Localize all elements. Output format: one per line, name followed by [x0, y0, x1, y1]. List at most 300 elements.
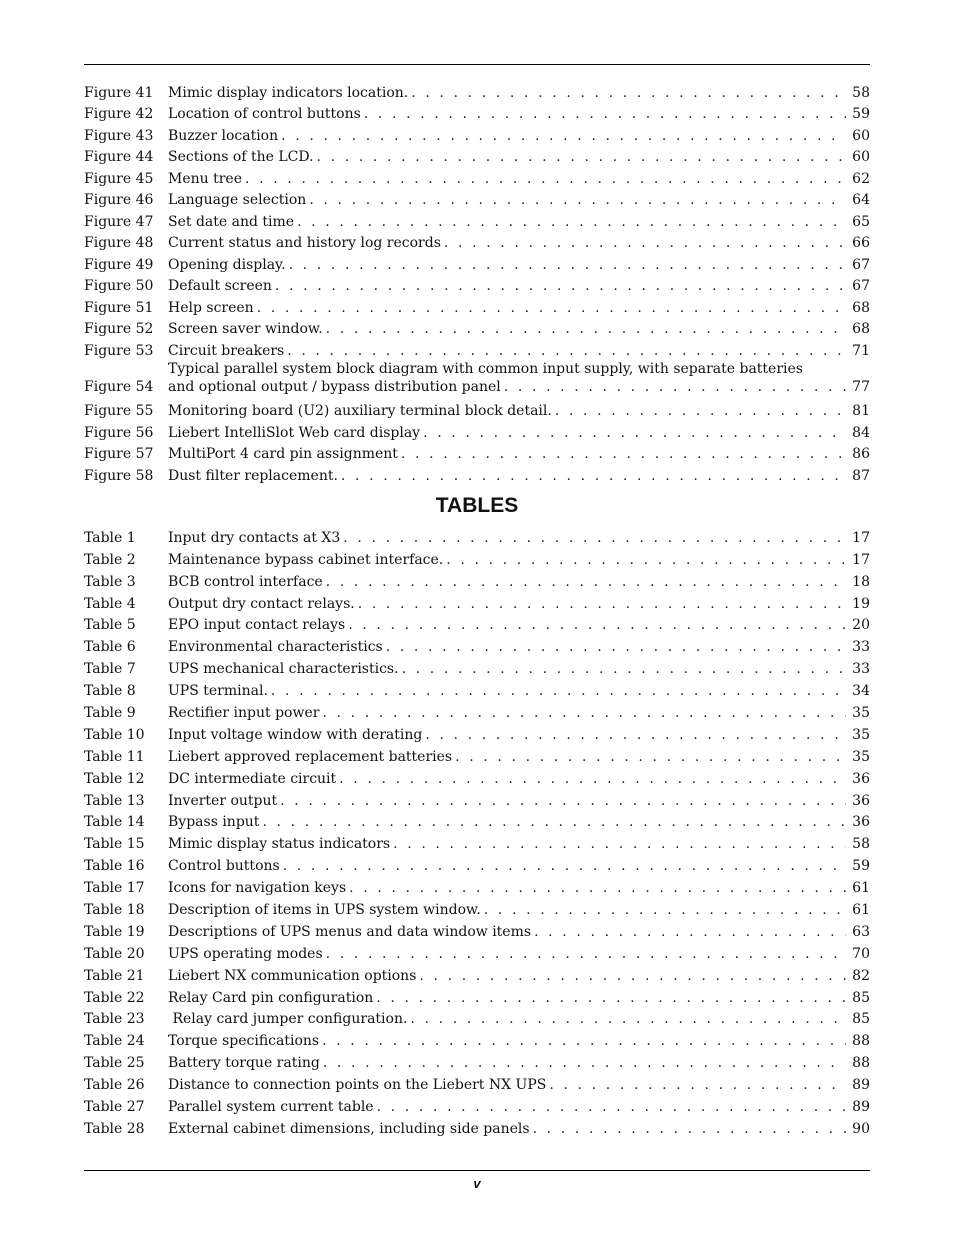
toc-entry-title-line [168, 148, 850, 166]
toc-entry[interactable] [84, 875, 870, 897]
toc-entry-title-block [168, 213, 850, 231]
toc-entry-title-block [168, 989, 850, 1007]
toc-entry[interactable] [84, 656, 870, 678]
toc-entry-title: Opening display. [168, 256, 286, 273]
toc-entry[interactable] [84, 547, 870, 569]
toc-entry-page: 35 [852, 726, 870, 743]
toc-entry-title: Environmental characteristics [168, 639, 383, 656]
toc-entry-body [168, 704, 870, 722]
toc-entry-title-line [168, 901, 850, 919]
toc-entry-title-block [168, 1054, 850, 1072]
toc-entry-title-block [168, 320, 850, 338]
toc-entry-label: Table 26 [84, 1077, 145, 1094]
toc-entry-title: Location of control buttons [168, 106, 361, 122]
toc-entry[interactable] [84, 831, 870, 853]
toc-entry-body [168, 467, 870, 485]
toc-entry-page: 82 [852, 967, 870, 984]
toc-entry-label: Table 16 [84, 858, 145, 875]
toc-entry-body [168, 945, 870, 963]
tables-heading: TABLES [435, 494, 519, 517]
toc-entry-title-block [168, 170, 850, 188]
toc-entry-label: Table 9 [84, 705, 136, 722]
toc-entry-title-block [168, 1010, 850, 1028]
toc-entry-title-line [168, 813, 850, 831]
leader-dots [393, 835, 846, 853]
toc-entry-label: Table 1 [84, 529, 136, 546]
toc-entry-body [168, 770, 870, 788]
toc-entry-title: UPS operating modes [168, 945, 323, 962]
leader-dots [245, 170, 846, 188]
toc-entry-title-block [168, 1120, 850, 1138]
toc-entry-title: Description of items in UPS system window. [168, 902, 481, 919]
toc-entry-body [168, 857, 870, 875]
leader-dots [341, 467, 846, 485]
toc-entry-title: Relay card jumper configuration. [168, 1011, 408, 1028]
toc-entry-body [168, 901, 870, 919]
toc-entry-title-block [168, 342, 850, 360]
toc-entry-page: 71 [852, 342, 870, 359]
leader-dots [425, 726, 846, 744]
toc-entry[interactable] [84, 525, 870, 547]
toc-entry-body [168, 299, 870, 317]
toc-entry[interactable] [84, 722, 870, 744]
toc-entry-label: Figure 42 [84, 106, 154, 122]
toc-entry-page: 88 [852, 1033, 870, 1050]
toc-entry[interactable] [84, 166, 870, 188]
toc-entry-title-line [168, 1010, 850, 1028]
toc-entry-title: Screen saver window. [168, 321, 323, 337]
toc-entry-page: 89 [852, 1099, 870, 1116]
toc-entry-title: Control buttons [168, 858, 280, 875]
toc-entry-title-line [168, 595, 850, 613]
toc-entry-title: Liebert approved replacement batteries [168, 748, 453, 765]
toc-entry-title: Torque specifications [168, 1033, 320, 1050]
toc-entry-label: Table 7 [84, 661, 136, 678]
toc-entry[interactable] [84, 678, 870, 700]
toc-entry-label: Figure 49 [84, 256, 154, 273]
leader-dots [280, 792, 846, 810]
leader-dots [283, 857, 846, 875]
toc-entry[interactable] [84, 941, 870, 963]
toc-entry-page: 63 [852, 923, 870, 940]
toc-entry-title: Monitoring board (U2) auxiliary terminal block detail. [168, 403, 552, 419]
toc-entry[interactable] [84, 766, 870, 788]
toc-entry[interactable] [84, 613, 870, 635]
toc-entry-title-block [168, 857, 850, 875]
toc-entry-title-block [168, 148, 850, 166]
toc-entry[interactable] [84, 317, 870, 339]
leader-dots [358, 595, 846, 613]
toc-entry-label: Table 6 [84, 639, 136, 656]
toc-entry[interactable] [84, 399, 870, 421]
toc-entry-label: Table 12 [84, 770, 145, 787]
toc-entry[interactable] [84, 123, 870, 145]
toc-entry[interactable] [84, 744, 870, 766]
toc-entry-body [168, 989, 870, 1007]
toc-entry-body [168, 529, 870, 547]
leader-dots [348, 616, 846, 634]
toc-entry[interactable] [84, 420, 870, 442]
toc-entry[interactable] [84, 897, 870, 919]
toc-entry[interactable] [84, 231, 870, 253]
toc-entry-title-block [168, 945, 850, 963]
toc-entry-title-line [168, 467, 850, 485]
toc-entry-page: 68 [852, 321, 870, 337]
toc-entry-page: 67 [852, 256, 870, 273]
toc-entry-label: Table 5 [84, 617, 136, 634]
toc-entry[interactable] [84, 1094, 870, 1116]
header-rule [84, 64, 870, 65]
toc-entry-body [168, 879, 870, 897]
toc-entry[interactable] [84, 360, 870, 396]
toc-entry-body [168, 792, 870, 810]
toc-entry-label: Figure 57 [84, 446, 154, 462]
toc-entry-title-line [168, 1032, 850, 1050]
toc-entry-title-line [168, 424, 850, 442]
toc-entry-title: Current status and history log records [168, 235, 441, 251]
toc-entry-title: Typical parallel system block diagram with common input supply, with separate batteries [168, 360, 803, 377]
toc-entry-title: Help screen [168, 299, 254, 316]
toc-entry-label: Figure 48 [84, 235, 154, 251]
leader-dots [484, 901, 846, 919]
toc-entry-title-block [168, 277, 850, 295]
toc-entry-label: Table 14 [84, 814, 145, 831]
toc-entry-body [168, 105, 870, 123]
toc-entry[interactable] [84, 1050, 870, 1072]
toc-entry-page: 77 [852, 378, 870, 395]
toc-entry-title-line [168, 378, 850, 396]
toc-entry-title-block [168, 792, 850, 810]
toc-entry-body [168, 835, 870, 853]
leader-dots [281, 127, 846, 145]
toc-entry-body [168, 424, 870, 442]
toc-entry-title: Battery torque rating [168, 1055, 320, 1072]
toc-entry-title-line [168, 1054, 850, 1072]
toc-entry-title: Output dry contact relays. [168, 595, 355, 612]
leader-dots [549, 1076, 846, 1094]
toc-entry-title: Descriptions of UPS menus and data window items [168, 923, 532, 940]
toc-entry-title: Distance to connection points on the Liebert NX UPS [168, 1077, 547, 1094]
toc-entry-body [168, 1098, 870, 1116]
toc-entry-body [168, 726, 870, 744]
toc-entry-page: 88 [852, 1055, 870, 1072]
toc-entry-label: Table 23 [84, 1011, 145, 1028]
leader-dots [504, 378, 846, 396]
toc-entry-page: 64 [852, 192, 870, 208]
toc-entry-page: 20 [852, 617, 870, 634]
toc-entry-title: MultiPort 4 card pin assignment [168, 446, 398, 462]
toc-entry-title-block [168, 424, 850, 442]
toc-entry-label: Table 17 [84, 880, 145, 897]
toc-entry-page: 34 [852, 683, 870, 700]
toc-entry-title-block [168, 726, 850, 744]
toc-entry-title-line [168, 529, 850, 547]
toc-entry-label: Table 18 [84, 902, 145, 919]
toc-entry[interactable] [84, 1072, 870, 1094]
toc-entry-body [168, 213, 870, 231]
toc-entry-title-line [168, 299, 850, 317]
toc-entry-title-block [168, 1076, 850, 1094]
toc-entry-title-block [168, 127, 850, 145]
toc-entry-label: Figure 58 [84, 467, 154, 484]
toc-entry[interactable] [84, 919, 870, 941]
toc-entry-label: Table 24 [84, 1033, 145, 1050]
toc-entry-label: Table 8 [84, 683, 136, 700]
toc-entry-title: Inverter output [168, 792, 278, 809]
toc-entry-title: Rectifier input power [168, 705, 320, 722]
toc-entry-page: 59 [852, 106, 870, 122]
toc-entry-label: Table 3 [84, 573, 136, 590]
leader-dots [376, 989, 846, 1007]
toc-entry-title: Circuit breakers [168, 342, 285, 359]
toc-entry[interactable] [84, 338, 870, 360]
toc-entry-body [168, 256, 870, 274]
toc-entry-title-line [168, 1098, 850, 1116]
toc-entry-title-line [168, 256, 850, 274]
toc-entry[interactable] [84, 810, 870, 832]
toc-entry-title: BCB control interface [168, 573, 323, 590]
toc-entry-title: Dust filter replacement. [168, 467, 338, 484]
leader-dots [402, 660, 846, 678]
toc-entry-page: 58 [852, 84, 870, 101]
toc-entry-title-block [168, 967, 850, 985]
toc-entry-title-block [168, 573, 850, 591]
toc-entry-page: 68 [852, 299, 870, 316]
toc-entry-label: Figure 50 [84, 278, 154, 294]
leader-dots [377, 1098, 846, 1116]
toc-entry-body [168, 616, 870, 634]
toc-entry-page: 89 [852, 1077, 870, 1094]
toc-entry-title-block [168, 1032, 850, 1050]
leader-dots [401, 445, 846, 463]
leader-dots [257, 299, 846, 317]
toc-entry-title: Input dry contacts at X3 [168, 529, 341, 546]
toc-entry-title-block [168, 360, 850, 396]
leader-dots [275, 277, 846, 295]
toc-entry-title: Default screen [168, 278, 272, 294]
toc-entry-body [168, 923, 870, 941]
toc-entry-label: Figure 43 [84, 127, 154, 144]
leader-dots [419, 967, 846, 985]
toc-entry-title-line [168, 989, 850, 1007]
toc-entry-title: External cabinet dimensions, including side panels [168, 1120, 530, 1137]
toc-entry[interactable] [84, 853, 870, 875]
toc-entry-title-line [168, 857, 850, 875]
toc-entry[interactable] [84, 295, 870, 317]
toc-entry-label: Figure 46 [84, 192, 154, 208]
toc-entry-body [168, 638, 870, 656]
toc-entry[interactable] [84, 188, 870, 210]
toc-entry-title-line [168, 835, 850, 853]
toc-entry-title-block [168, 467, 850, 485]
page-number: v [473, 1176, 481, 1191]
toc-entry-title: Relay Card pin configuration [168, 989, 374, 1006]
toc-entry[interactable] [84, 569, 870, 591]
toc-entry-label: Table 10 [84, 726, 145, 743]
toc-entry[interactable] [84, 1007, 870, 1029]
toc-entry-title-line [168, 748, 850, 766]
toc-entry[interactable] [84, 102, 870, 124]
toc-entry-title: Bypass input [168, 814, 260, 831]
toc-entry-label: Table 21 [84, 967, 145, 984]
leader-dots [411, 84, 846, 102]
table-list [84, 525, 870, 1138]
toc-entry-title-line [168, 573, 850, 591]
toc-entry-page: 36 [852, 814, 870, 831]
leader-dots [317, 148, 846, 166]
toc-entry-title-block [168, 551, 850, 569]
toc-entry-label: Figure 52 [84, 321, 154, 337]
toc-entry-title: Icons for navigation keys [168, 880, 347, 897]
toc-entry-title-line [168, 1076, 850, 1094]
toc-entry[interactable] [84, 145, 870, 167]
leader-dots [289, 256, 846, 274]
leader-dots [326, 573, 846, 591]
toc-entry-label: Table 11 [84, 748, 145, 765]
toc-entry-body [168, 360, 870, 396]
toc-entry-title-block [168, 704, 850, 722]
toc-entry-title-block [168, 616, 850, 634]
toc-entry-title-line [168, 770, 850, 788]
toc-entry-body [168, 813, 870, 831]
toc-entry-page: 60 [852, 127, 870, 144]
toc-entry-page: 85 [852, 989, 870, 1006]
toc-entry-page: 18 [852, 573, 870, 590]
toc-entry-label: Figure 41 [84, 84, 154, 101]
toc-entry-body [168, 595, 870, 613]
toc-entry-page: 60 [852, 149, 870, 165]
toc-entry[interactable] [84, 700, 870, 722]
toc-entry-title-block [168, 638, 850, 656]
toc-entry-title-line [168, 879, 850, 897]
toc-entry-title-block [168, 879, 850, 897]
toc-entry-title: Parallel system current table [168, 1099, 374, 1116]
toc-entry-title-block [168, 770, 850, 788]
toc-entry-page: 70 [852, 945, 870, 962]
toc-entry-page: 65 [852, 213, 870, 230]
toc-entry-page: 81 [852, 403, 870, 419]
toc-entry-title-block [168, 660, 850, 678]
leader-dots [386, 638, 846, 656]
toc-entry-title-block [168, 191, 850, 209]
toc-entry-title-line [168, 127, 850, 145]
toc-entry[interactable] [84, 985, 870, 1007]
toc-entry-label: Figure 45 [84, 170, 154, 187]
toc-entry[interactable] [84, 80, 870, 102]
leader-dots [326, 945, 846, 963]
toc-entry-page: 33 [852, 661, 870, 678]
toc-entry-title-line [168, 320, 850, 338]
toc-entry[interactable] [84, 1116, 870, 1138]
toc-entry-title: DC intermediate circuit [168, 770, 337, 787]
toc-entry-title: Liebert IntelliSlot Web card display [168, 424, 421, 441]
toc-entry-title-block [168, 529, 850, 547]
toc-entry-title-line [168, 967, 850, 985]
toc-entry-body [168, 1076, 870, 1094]
toc-entry-page: 66 [852, 235, 870, 251]
toc-entry[interactable] [84, 274, 870, 296]
toc-entry[interactable] [84, 1028, 870, 1050]
toc-entry[interactable] [84, 442, 870, 464]
toc-entry-title-line [168, 445, 850, 463]
toc-entry-title-block [168, 923, 850, 941]
toc-entry-label: Figure 44 [84, 149, 154, 165]
toc-entry-title-block [168, 299, 850, 317]
leader-dots [533, 1120, 846, 1138]
toc-entry-label: Table 15 [84, 836, 145, 853]
toc-entry[interactable] [84, 788, 870, 810]
toc-entry-label: Figure 51 [84, 299, 154, 316]
leader-dots [410, 1010, 846, 1028]
toc-entry-label: Table 2 [84, 551, 136, 568]
toc-entry-page: 61 [852, 902, 870, 919]
toc-entry-page: 36 [852, 770, 870, 787]
toc-entry-page: 90 [852, 1120, 870, 1137]
toc-entry[interactable] [84, 252, 870, 274]
toc-entry-body [168, 277, 870, 295]
toc-entry-title-line [168, 551, 850, 569]
toc-entry-title: Mimic display status indicators [168, 836, 391, 853]
toc-entry-title-line [168, 342, 850, 360]
leader-dots [323, 1054, 846, 1072]
toc-entry[interactable] [84, 209, 870, 231]
toc-entry-title-line [168, 660, 850, 678]
toc-entry-title-line [168, 213, 850, 231]
toc-entry-body [168, 682, 870, 700]
toc-entry-title: Mimic display indicators location. [168, 84, 409, 101]
toc-entry-title-block [168, 901, 850, 919]
toc-entry-label: Figure 47 [84, 213, 154, 230]
toc-entry-label: Table 28 [84, 1120, 145, 1137]
leader-dots [555, 402, 846, 420]
toc-entry-title-line [168, 682, 850, 700]
toc-entry-title-line [168, 923, 850, 941]
toc-entry[interactable] [84, 591, 870, 613]
toc-entry[interactable] [84, 634, 870, 656]
toc-entry-page: 19 [852, 595, 870, 612]
toc-entry-label: Table 20 [84, 945, 145, 962]
leader-dots [455, 748, 846, 766]
toc-entry-title-block [168, 105, 850, 123]
figure-list [84, 80, 870, 485]
toc-entry-title-line [168, 360, 850, 378]
toc-entry-title: Menu tree [168, 170, 242, 187]
leader-dots [343, 529, 846, 547]
toc-entry-title: Maintenance bypass cabinet interface. [168, 551, 444, 568]
leader-dots [322, 1032, 846, 1050]
toc-entry-title-line [168, 84, 850, 102]
toc-entry-body [168, 320, 870, 338]
toc-entry-title-block [168, 813, 850, 831]
toc-entry-title-line [168, 277, 850, 295]
toc-entry-page: 35 [852, 748, 870, 765]
toc-entry-label: Table 13 [84, 792, 145, 809]
leader-dots [446, 551, 846, 569]
toc-entry-title: EPO input contact relays [168, 617, 346, 634]
toc-entry[interactable] [84, 463, 870, 485]
toc-entry-title-line [168, 402, 850, 420]
toc-entry-title-block [168, 835, 850, 853]
toc-entry-title-line [168, 616, 850, 634]
leader-dots [297, 213, 846, 231]
leader-dots [326, 320, 846, 338]
toc-entry-page: 67 [852, 278, 870, 294]
toc-entry-title-line [168, 945, 850, 963]
toc-entry-label: Figure 56 [84, 424, 154, 441]
leader-dots [339, 770, 846, 788]
toc-entry-page: 17 [852, 529, 870, 546]
toc-entry[interactable] [84, 963, 870, 985]
